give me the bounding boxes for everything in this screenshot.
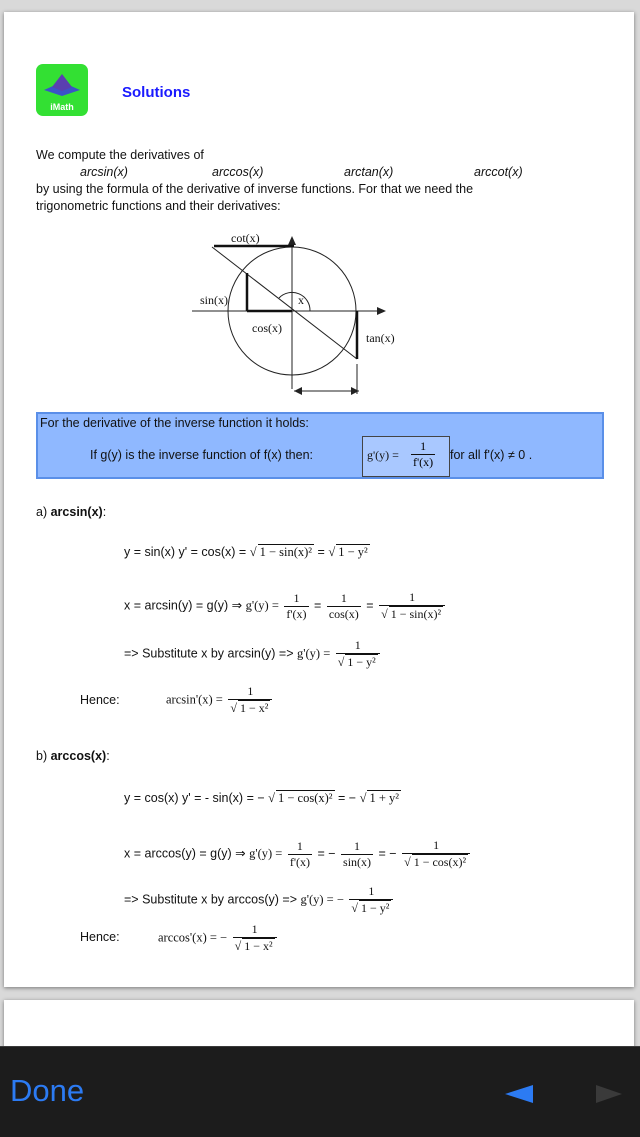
box-heading: For the derivative of the inverse function it holds: (40, 416, 309, 430)
bottom-toolbar (0, 1046, 640, 1137)
inverse-function-box (36, 412, 604, 479)
b-result: arccos'(x) = − $\frac{1}{\text{√ 1 − x²}}$ (158, 922, 279, 954)
page-title: Solutions (122, 84, 191, 101)
intro-line-4: trigonometric functions and their derivatives: (36, 199, 281, 213)
label-cos: cos(x) (252, 321, 282, 335)
label-cot: cot(x) (231, 231, 260, 245)
a-line-3: => Substitute x by arcsin(y) => g'(y) = $\frac{1}{\text{√ 1 − y²}}$ (124, 638, 382, 670)
function-arctan: arctan(x) (344, 165, 394, 179)
b-line-1: y = cos(x) y' = - sin(x) = − √ 1 − cos(x)² = − √ 1 + y² (124, 791, 400, 805)
inverse-formula: g'(y) = $\frac{1}{f'(x)}$ (362, 436, 450, 477)
label-tan: tan(x) (366, 331, 395, 345)
previous-page-icon[interactable] (505, 1085, 533, 1103)
unit-circle-diagram (184, 224, 424, 406)
function-arccos: arccos(x) (212, 165, 264, 179)
b-line-3: => Substitute x by arccos(y) => g'(y) = − $\frac{1}{\text{√ 1 − y²}}$ (124, 884, 395, 916)
intro-line-3: by using the formula of the derivative of inverse functions. For that we need the (36, 182, 474, 196)
logo-label: iMath (50, 102, 74, 112)
section-b-label: b) arccos(x): (36, 749, 110, 763)
a-line-1: y = sin(x) y' = cos(x) = √ 1 − sin(x)² = √ 1 − y² (124, 545, 368, 559)
done-button[interactable]: Done (10, 1073, 85, 1108)
label-sin: sin(x) (200, 293, 228, 307)
a-line-2: x = arcsin(y) = g(y) ⇒ g'(y) = $\frac{1}{f'(x)}$ = $\frac{1}{\cos(x)}$ = $\frac{1}{\text{√ 1 − sin(x)²}}$ (124, 590, 447, 622)
function-arccot: arccot(x) (474, 165, 523, 179)
box-text: If g(y) is the inverse function of f(x) then: (90, 448, 314, 462)
function-arcsin: arcsin(x) (80, 165, 128, 179)
box-condition: for all f'(x) ≠ 0 . (450, 448, 533, 462)
document-page (4, 12, 634, 987)
surface-plot-icon (36, 64, 88, 104)
section-a-label: a) arcsin(x): (36, 505, 107, 519)
b-line-2: x = arccos(y) = g(y) ⇒ g'(y) = $\frac{1}{f'(x)}$ = − $\frac{1}{\sin(x)}$ = − $\frac{1}{\text{√ 1 − cos(x)²}}$ (124, 838, 472, 870)
b-hence: Hence: (80, 930, 120, 944)
label-angle: x (298, 293, 304, 307)
a-result: arcsin'(x) = $\frac{1}{\text{√ 1 − x²}}$ (166, 684, 274, 716)
next-page-icon[interactable] (596, 1085, 622, 1103)
a-hence: Hence: (80, 693, 120, 707)
imath-logo (36, 64, 88, 116)
intro-line-1: We compute the derivatives of (36, 148, 204, 162)
